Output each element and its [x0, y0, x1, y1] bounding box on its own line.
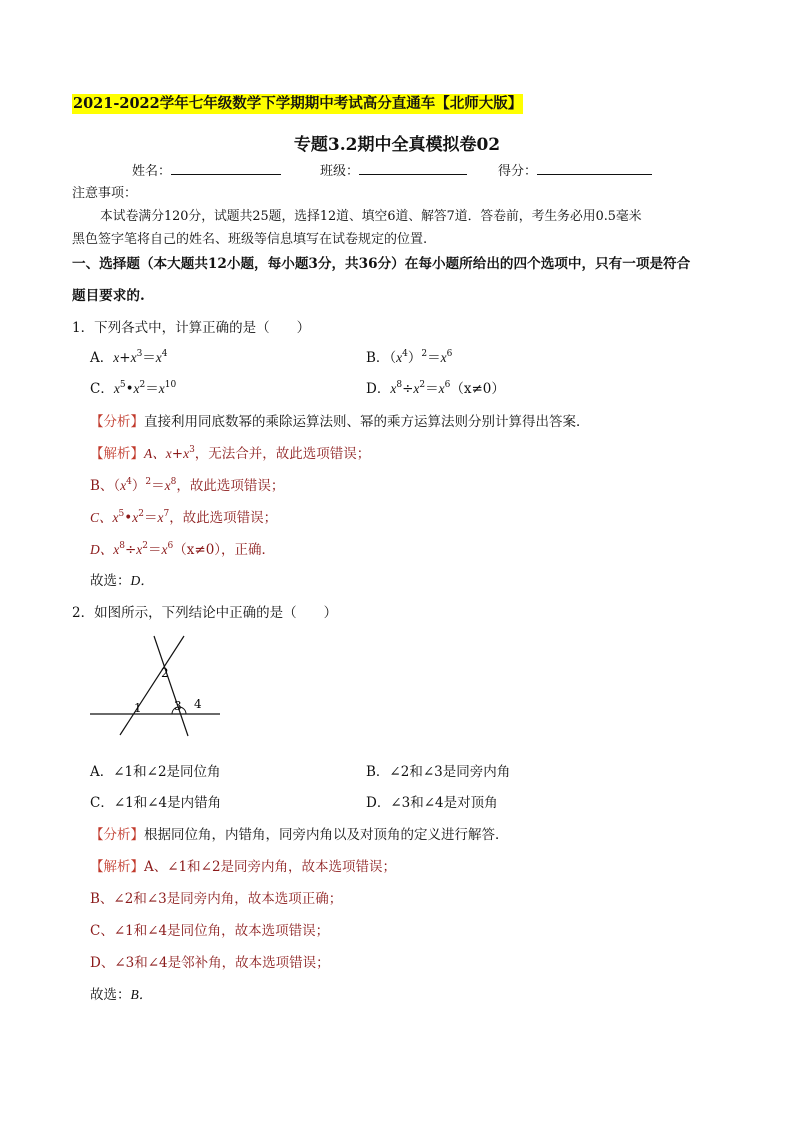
class-label: 班级：: [320, 164, 360, 179]
q1-option-c: C．$x^5•x^2=x^{10}$: [90, 380, 177, 397]
transversal-line-left: [120, 636, 184, 735]
section-heading-line1: 一、选择题（本大题共12小题，每小题3分，共36分）在每小题所给出的四个选项中，只有一项是符合: [72, 256, 691, 272]
q1-solution-c: C、$x^5•x^2=x^7$，故此选项错误；: [90, 509, 278, 526]
section-heading-line2: 题目要求的.: [72, 288, 145, 304]
q1-option-a: A．$x+x^3=x^4$: [90, 349, 168, 366]
score-blank: [537, 162, 652, 175]
header-highlight: 2021-2022学年七年级数学下学期期中考试高分直通车【北师大版】: [73, 95, 523, 112]
q1-stem: 1．下列各式中，计算正确的是（ ）: [72, 320, 311, 336]
q2-solution-c: C、∠1和∠4是同位角，故本选项错误；: [90, 923, 330, 939]
q1-analysis: 【分析】直接利用同底数幂的乘除运算法则、幂的乘方运算法则分别计算得出答案．: [90, 414, 590, 430]
q1-answer: 故选：D．: [90, 573, 154, 589]
q1-option-b: B．$(x^4)^2=x^6$: [366, 349, 453, 366]
q2-option-b: B．∠2和∠3是同旁内角: [366, 764, 511, 780]
q2-answer: 故选：B．: [90, 987, 153, 1003]
angle-label-2: 2: [161, 666, 169, 680]
q2-option-a: A．∠1和∠2是同位角: [90, 764, 221, 780]
class-blank: [359, 162, 467, 175]
q1-solution-d: D、$x^8\div x^2=x^6(x\ne 0)$，正确．: [90, 541, 276, 558]
notice-label: 注意事项：: [72, 186, 138, 201]
q2-solution-b: B、∠2和∠3是同旁内角，故本选项正确；: [90, 891, 343, 907]
q2-stem: 2．如图所示，下列结论中正确的是（ ）: [72, 605, 338, 621]
q2-option-c: C．∠1和∠4是内错角: [90, 795, 222, 811]
angle-label-4: 4: [194, 697, 202, 711]
page-title: 专题3.2期中全真模拟卷02: [293, 135, 501, 155]
q1-option-d: D．$x^8\div x^2=x^6(x\ne 0)$: [366, 380, 505, 397]
score-label: 得分：: [498, 164, 538, 179]
q2-solution-a: 【解析】A、∠1和∠2是同旁内角，故本选项错误；: [90, 859, 397, 875]
q1-solution-a: 【解析】A、$x+x^3$，无法合并，故此选项错误；: [90, 445, 371, 462]
score-field: [498, 160, 652, 179]
angle-label-3: 3: [174, 699, 182, 713]
name-label: 姓名：: [132, 164, 172, 179]
notice-line1: 本试卷满分120分，试题共25题，选择12道、填空6道、解答7道．答卷前，考生务必用0.5毫米: [100, 209, 642, 224]
q2-solution-d: D、∠3和∠4是邻补角，故本选项错误；: [90, 955, 330, 971]
name-blank: [171, 162, 281, 175]
transversal-line-right: [154, 636, 188, 736]
q2-angle-figure: [86, 632, 226, 740]
q2-option-d: D．∠3和∠4是对顶角: [366, 795, 498, 811]
name-field: [132, 160, 281, 179]
q1-solution-b: B、$(x^4)^2=x^8$，故此选项错误；: [90, 477, 285, 494]
q2-analysis: 【分析】根据同位角，内错角，同旁内角以及对顶角的定义进行解答．: [90, 827, 509, 843]
notice-line2: 黑色签字笔将自己的姓名、班级等信息填写在试卷规定的位置.: [72, 232, 428, 247]
class-field: [320, 160, 467, 179]
angle-label-1: 1: [134, 701, 142, 715]
